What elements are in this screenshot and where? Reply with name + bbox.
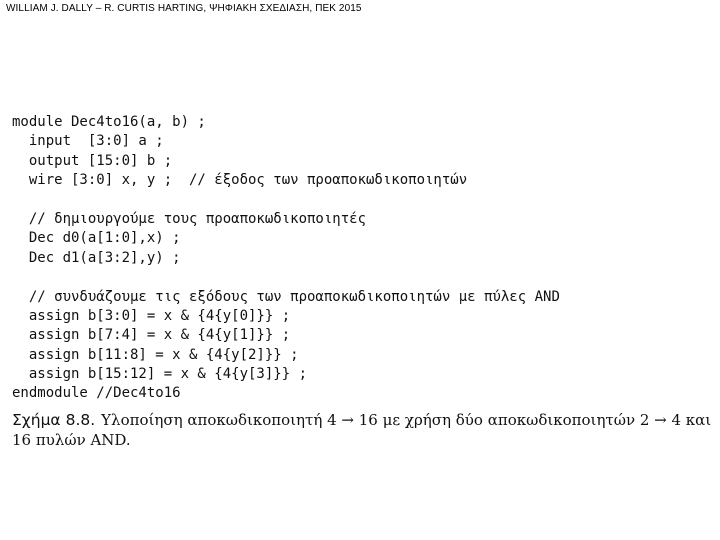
code-line: output [15:0] b ; bbox=[12, 152, 173, 169]
figure-label: Σχήμα 8.8. bbox=[12, 411, 96, 429]
code-line: assign b[15:12] = x & {4{y[3]}} ; bbox=[12, 366, 308, 383]
verilog-code-block bbox=[12, 113, 712, 404]
code-line: // δημιουργούμε τους προαποκωδικοποιητές bbox=[12, 210, 367, 227]
code-line: assign b[11:8] = x & {4{y[2]}} ; bbox=[12, 346, 299, 363]
code-line: assign b[7:4] = x & {4{y[1]}} ; bbox=[12, 327, 291, 344]
code-line: module Dec4to16(a, b) ; bbox=[12, 114, 206, 130]
code-line: // συνδυάζουμε τις εξόδους των προαποκωδικοποιητών με πύλες AND bbox=[12, 288, 560, 305]
code-line: assign b[3:0] = x & {4{y[0]}} ; bbox=[12, 307, 291, 324]
code-line-blank bbox=[12, 191, 712, 210]
code-line: Dec d0(a[1:0],x) ; bbox=[12, 230, 181, 247]
figure-caption bbox=[12, 410, 712, 450]
figure-caption-text: Υλοποίηση αποκωδικοποιητή 4 → 16 με χρήση δύο αποκωδικοποιητών 2 → 4 και 16 πυλών AND. bbox=[12, 411, 712, 449]
code-line: Dec d1(a[3:2],y) ; bbox=[12, 249, 181, 266]
code-line: endmodule //Dec4to16 bbox=[12, 385, 181, 402]
code-line-blank bbox=[12, 268, 712, 287]
page-header: WILLIAM J. DALLY – R. CURTIS HARTING, ΨΗΦΙΑΚΗ ΣΧΕΔΙΑΣΗ, ΠΕΚ 2015 bbox=[6, 3, 362, 14]
code-line: input [3:0] a ; bbox=[12, 133, 164, 150]
code-line: wire [3:0] x, y ; // έξοδος των προαποκωδικοποιητών bbox=[12, 172, 468, 189]
